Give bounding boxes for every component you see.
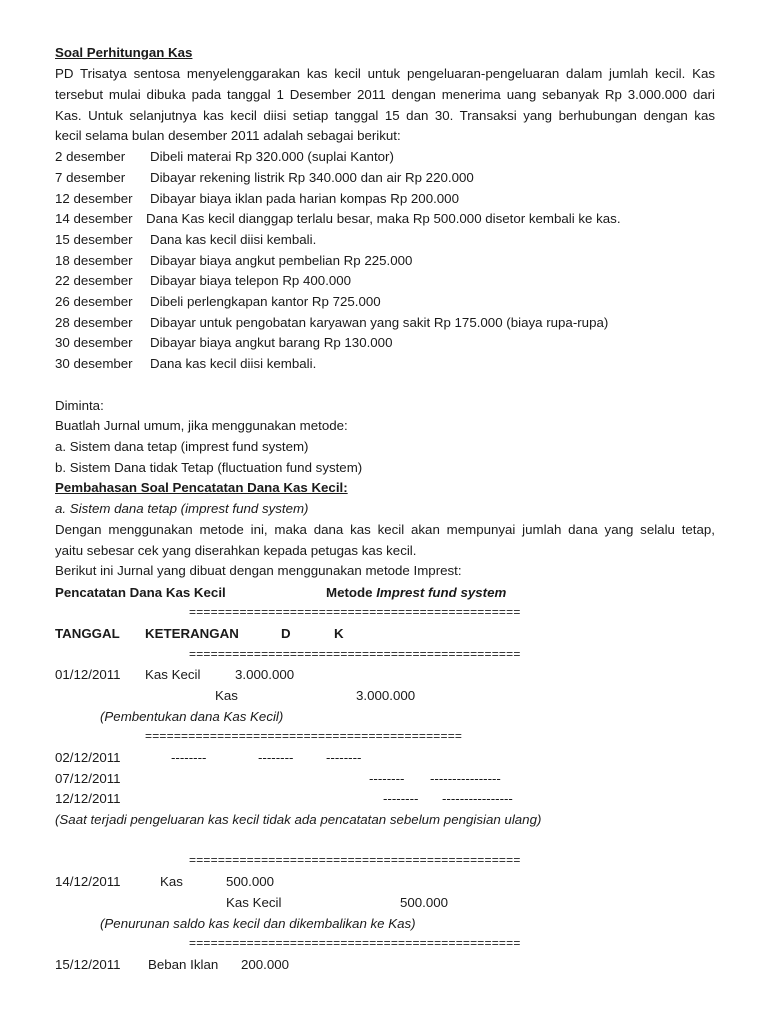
- entry-date: 01/12/2011: [55, 667, 121, 682]
- document-title: Soal Perhitungan Kas: [55, 45, 193, 60]
- entry-debit-account: Beban Iklan: [148, 957, 219, 972]
- entry-credit-amount: 500.000: [400, 895, 449, 910]
- entry-credit-account: Kas: [215, 688, 238, 703]
- header-tanggal: TANGGAL: [55, 626, 120, 641]
- transaction-desc: Dana kas kecil diisi kembali.: [150, 356, 317, 371]
- transaction-date: 30 desember: [55, 335, 133, 350]
- transaction-date: 2 desember: [55, 149, 126, 164]
- intro-line-4: kecil selama bulan desember 2011 adalah sebagai berikut:: [55, 128, 401, 143]
- diminta-heading: Diminta:: [55, 398, 104, 413]
- transaction-row: [0, 273, 768, 289]
- separator-line: ============================================: [145, 729, 463, 743]
- journal-left-title: Pencatatan Dana Kas Kecil: [55, 585, 226, 600]
- dash-placeholder: --------: [383, 791, 419, 806]
- entry-debit-amount: 200.000: [241, 957, 290, 972]
- journal-right-title: [326, 585, 506, 601]
- intro-line-3: Kas. Untuk selanjutnya kas kecil diisi setiap tanggal 15 dan 30. Transaksi yang berhubungan dengan kas: [55, 108, 715, 123]
- header-keterangan: KETERANGAN: [145, 626, 239, 641]
- transaction-desc: Dibayar biaya iklan pada harian kompas Rp 200.000: [150, 191, 459, 206]
- dash-placeholder: --------: [258, 750, 294, 765]
- separator-line: ==============================================: [189, 605, 521, 619]
- pembahasan-heading: Pembahasan Soal Pencatatan Dana Kas Kecil:: [55, 480, 348, 495]
- transaction-desc: Dibayar biaya telepon Rp 400.000: [150, 273, 352, 288]
- entry-date: 12/12/2011: [55, 791, 121, 806]
- entry-note: (Pembentukan dana Kas Kecil): [100, 709, 284, 724]
- transaction-desc: Dibayar untuk pengobatan karyawan yang sakit Rp 175.000 (biaya rupa-rupa): [150, 315, 609, 330]
- transaction-desc: Dibayar rekening listrik Rp 340.000 dan air Rp 220.000: [150, 170, 474, 185]
- transaction-date: 14 desember: [55, 211, 133, 226]
- transaction-date: 12 desember: [55, 191, 133, 206]
- dash-placeholder: --------: [326, 750, 362, 765]
- pembahasan-paragraph-1: Dengan menggunakan metode ini, maka dana kas kecil akan mempunyai jumlah dana yang selalu tetap,: [55, 522, 715, 537]
- dash-placeholder: ----------------: [442, 791, 513, 806]
- separator-line: ==============================================: [189, 936, 521, 950]
- entry-date: 07/12/2011: [55, 771, 121, 786]
- pembahasan-subheading: a. Sistem dana tetap (imprest fund system): [55, 501, 309, 516]
- entry-debit-account: Kas: [160, 874, 183, 889]
- transaction-date: 26 desember: [55, 294, 133, 309]
- transaction-date: 28 desember: [55, 315, 133, 330]
- pembahasan-paragraph-2: yaitu sebesar cek yang diserahkan kepada petugas kas kecil.: [55, 543, 417, 558]
- dash-placeholder: --------: [369, 771, 405, 786]
- transaction-row: [0, 232, 768, 248]
- transaction-desc: Dana Kas kecil dianggap terlalu besar, maka Rp 500.000 disetor kembali ke kas.: [146, 211, 621, 226]
- entry-debit-account: Kas Kecil: [145, 667, 201, 682]
- transaction-desc: Dibeli materai Rp 320.000 (suplai Kantor): [150, 149, 394, 164]
- entry-credit-account: Kas Kecil: [226, 895, 282, 910]
- transaction-row: [0, 294, 768, 310]
- separator-line: ==============================================: [189, 853, 521, 867]
- transaction-desc: Dibeli perlengkapan kantor Rp 725.000: [150, 294, 381, 309]
- transaction-row: [0, 211, 768, 227]
- header-kredit: K: [334, 626, 344, 641]
- transaction-desc: Dibayar biaya angkut barang Rp 130.000: [150, 335, 393, 350]
- dash-placeholder: ----------------: [430, 771, 501, 786]
- pembahasan-paragraph-3: Berikut ini Jurnal yang dibuat dengan menggunakan metode Imprest:: [55, 563, 462, 578]
- transaction-row: [0, 191, 768, 207]
- diminta-option-a: a. Sistem dana tetap (imprest fund system): [55, 439, 309, 454]
- transaction-row: [0, 356, 768, 372]
- dash-placeholder: --------: [171, 750, 207, 765]
- transaction-row: [0, 315, 768, 331]
- separator-line: ==============================================: [189, 647, 521, 661]
- intro-line-1: PD Trisatya sentosa menyelenggarakan kas kecil untuk pengeluaran-pengeluaran dalam jumlah kecil. Kas: [55, 66, 715, 81]
- transaction-desc: Dibayar biaya angkut pembelian Rp 225.000: [150, 253, 413, 268]
- transaction-row: [0, 149, 768, 165]
- journal-right-title-prefix: Metode: [326, 585, 377, 600]
- entry-date: 15/12/2011: [55, 957, 121, 972]
- transaction-date: 30 desember: [55, 356, 133, 371]
- transaction-date: 7 desember: [55, 170, 126, 185]
- intro-line-2: tersebut mulai dibuka pada tanggal 1 Desember 2011 dengan menerima uang sebanyak Rp 3.000.000 dari: [55, 87, 715, 102]
- entry-credit-amount: 3.000.000: [356, 688, 416, 703]
- entry-debit-amount: 3.000.000: [235, 667, 295, 682]
- entry-note: (Penurunan saldo kas kecil dan dikembalikan ke Kas): [100, 916, 416, 931]
- journal-note: (Saat terjadi pengeluaran kas kecil tidak ada pencatatan sebelum pengisian ulang): [55, 812, 542, 827]
- transaction-date: 15 desember: [55, 232, 133, 247]
- header-debit: D: [281, 626, 291, 641]
- entry-date: 14/12/2011: [55, 874, 121, 889]
- entry-debit-amount: 500.000: [226, 874, 275, 889]
- transaction-date: 22 desember: [55, 273, 133, 288]
- transaction-row: [0, 170, 768, 186]
- diminta-line: Buatlah Jurnal umum, jika menggunakan metode:: [55, 418, 348, 433]
- transaction-row: [0, 335, 768, 351]
- transaction-desc: Dana kas kecil diisi kembali.: [150, 232, 317, 247]
- transaction-row: [0, 253, 768, 269]
- transaction-date: 18 desember: [55, 253, 133, 268]
- entry-date: 02/12/2011: [55, 750, 121, 765]
- diminta-option-b: b. Sistem Dana tidak Tetap (fluctuation fund system): [55, 460, 363, 475]
- journal-right-title-method: Imprest fund system: [376, 585, 507, 600]
